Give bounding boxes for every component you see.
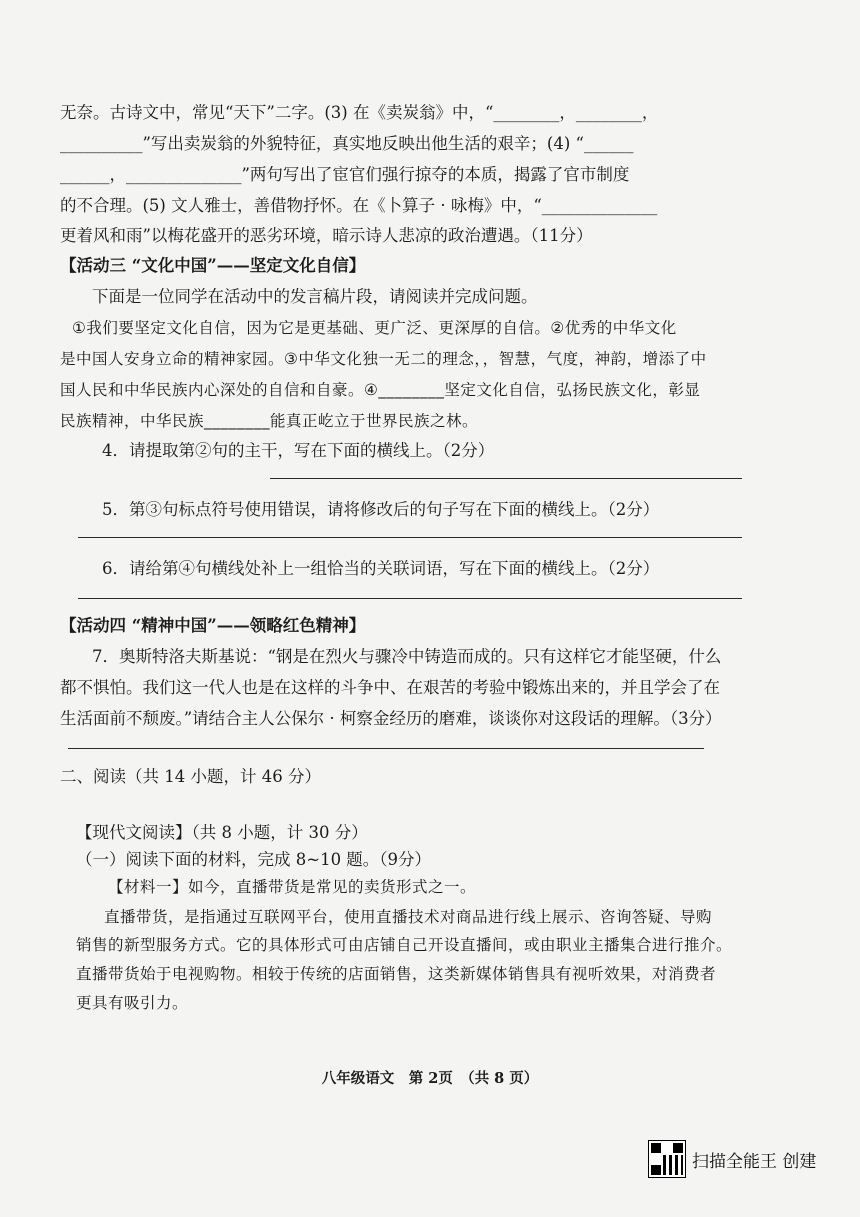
section2-heading: 二、阅读（共 14 小题，计 46 分）: [60, 767, 321, 786]
speech-line: 国人民和中华民族内心深处的自信和自豪。④________坚定文化自信，弘扬民族文化，彰显: [60, 381, 701, 399]
answer-line: [270, 478, 742, 479]
material-line: 更具有吸引力。: [76, 994, 189, 1012]
material-line: 销售的新型服务方式。它的具体形式可由店铺自己开设直播间，或由职业主播集合进行推介。: [76, 936, 733, 954]
text-line: 无奈。古诗文中，常见“天下”二字。(3) 在《卖炭翁》中，“________，________，: [60, 103, 659, 122]
qr-code-icon: [648, 1140, 686, 1178]
text-line: 更着风和雨”以梅花盛开的恶劣环境，暗示诗人悲凉的政治遭遇。（11分）: [60, 226, 593, 245]
speech-line: 是中国人安身立命的精神家园。③中华文化独一无二的理念，，智慧，气度，神韵，增添了中: [60, 350, 707, 368]
speech-line: 民族精神，中华民族________能真正屹立于世界民族之林。: [60, 412, 479, 430]
modern-reading-heading: 【现代文阅读】（共 8 小题，计 30 分）: [76, 823, 368, 842]
speech-line: ①我们要坚定文化自信，因为它是更基础、更广泛、更深厚的自信。②优秀的中华文化: [72, 319, 677, 337]
question-7-line: 7．奥斯特洛夫斯基说：“钢是在烈火与骤冷中铸造而成的。只有这样它才能坚硬，什么: [92, 647, 722, 666]
text-line: __________”写出卖炭翁的外貌特征，真实地反映出他生活的艰辛；(4) “______: [60, 134, 634, 153]
activity3-heading: 【活动三 “文化中国”——坚定文化自信】: [60, 256, 366, 275]
scanner-watermark: [648, 1140, 848, 1178]
material1-title: 【材料一】如今，直播带货是常见的卖货形式之一。: [108, 878, 477, 896]
watermark-text: 扫描全能王 创建: [692, 1151, 817, 1172]
text-line: 的不合理。(5) 文人雅士，善借物抒怀。在《卜算子 · 咏梅》中，“______________: [60, 196, 658, 215]
answer-line: [68, 748, 704, 749]
text-line: ______，______________”两句写出了宦官们强行掠夺的本质，揭露了官市制度: [60, 165, 630, 184]
activity4-heading: 【活动四 “精神中国”——领略红色精神】: [60, 616, 366, 635]
question-6: 6．请给第④句横线处补上一组恰当的关联词语，写在下面的横线上。（2分）: [102, 559, 660, 578]
part1-heading: （一）阅读下面的材料，完成 8~10 题。（9分）: [76, 850, 432, 869]
question-7-line: 生活面前不颓废。”请结合主人公保尔 · 柯察金经历的磨难，谈谈你对这段话的理解。（3分）: [60, 709, 722, 728]
answer-line: [78, 537, 742, 538]
question-7-line: 都不惧怕。我们这一代人也是在这样的斗争中、在艰苦的考验中锻炼出来的，并且学会了在: [60, 678, 720, 697]
material-line: 直播带货始于电视购物。相较于传统的店面销售，这类新媒体销售具有视听效果，对消费者: [76, 965, 717, 983]
page-footer: 八年级语文 第 2页 （共 8 页）: [321, 1070, 539, 1087]
material-line: 直播带货，是指通过互联网平台，使用直播技术对商品进行线上展示、咨询答疑、导购: [104, 908, 713, 926]
answer-line: [78, 598, 742, 599]
question-4: 4．请提取第②句的主干，写在下面的横线上。（2分）: [102, 441, 495, 460]
activity3-intro: 下面是一位同学在活动中的发言稿片段，请阅读并完成问题。: [92, 287, 538, 306]
question-5: 5．第③句标点符号使用错误，请将修改后的句子写在下面的横线上。（2分）: [102, 500, 660, 519]
